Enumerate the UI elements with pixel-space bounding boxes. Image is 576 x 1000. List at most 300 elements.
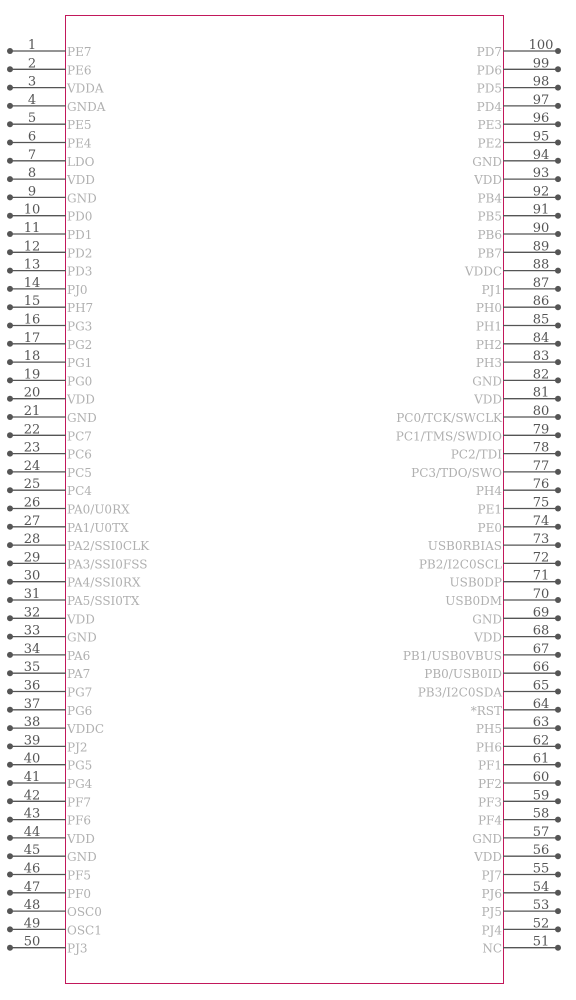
pin-number: 6	[27, 129, 37, 145]
pin-number: 45	[23, 843, 41, 859]
pin-number: 24	[23, 458, 41, 474]
pin-14	[7, 276, 88, 297]
pin-end-dot	[7, 85, 13, 91]
pin-end-dot	[555, 140, 561, 146]
pin-number: 63	[532, 715, 550, 731]
pin-number: 75	[532, 495, 550, 511]
pin-end-dot	[555, 432, 561, 438]
pin-end-dot	[555, 48, 561, 54]
pin-end-dot	[555, 908, 561, 914]
pin-name: PJ3	[67, 941, 88, 956]
pin-25	[7, 477, 92, 498]
pin-end-dot	[555, 506, 561, 512]
pin-name: PC1/TMS/SWDIO	[395, 429, 502, 444]
pin-name: PE1	[477, 502, 502, 517]
pin-number: 15	[23, 294, 41, 310]
pin-number: 20	[23, 385, 41, 401]
pin-number: 52	[532, 916, 550, 932]
pin-number: 35	[23, 660, 41, 676]
pin-name: PC0/TCK/SWCLK	[396, 411, 502, 425]
pin-name: PE4	[67, 136, 92, 151]
pin-end-dot	[7, 762, 13, 768]
pin-number: 42	[23, 788, 41, 804]
pin-name: PD4	[476, 99, 502, 114]
pin-end-dot	[555, 341, 561, 347]
pin-3	[7, 75, 104, 96]
pin-number: 38	[23, 715, 41, 731]
pin-19	[7, 367, 92, 388]
pin-number: 27	[23, 513, 41, 529]
pin-name: PE0	[477, 520, 502, 535]
pin-number: 87	[532, 275, 550, 291]
pin-end-dot	[555, 414, 561, 420]
pin-end-dot	[7, 908, 13, 914]
pin-number: 4	[27, 92, 37, 108]
pin-name: PF5	[67, 868, 92, 883]
pin-number: 78	[532, 440, 550, 456]
pin-number: 83	[532, 349, 550, 365]
pin-end-dot	[7, 377, 13, 383]
pin-end-dot	[7, 707, 13, 713]
pin-number: 77	[532, 458, 550, 474]
pin-end-dot	[7, 249, 13, 255]
pin-name: VDD	[67, 831, 95, 846]
pin-name: PD2	[67, 246, 93, 261]
pin-number: 5	[27, 111, 37, 127]
pin-name: PD6	[476, 63, 502, 78]
pin-20	[7, 386, 95, 407]
pin-end-dot	[7, 359, 13, 365]
pin-end-dot	[7, 268, 13, 274]
pin-name: GND	[472, 374, 502, 389]
pin-number: 36	[23, 678, 41, 694]
pin-name: VDD	[67, 392, 95, 407]
pin-number: 14	[23, 275, 41, 291]
pin-end-dot	[555, 597, 561, 603]
pin-number: 58	[532, 806, 550, 822]
pin-number: 33	[23, 623, 41, 639]
pin-name: USB0DM	[445, 594, 502, 608]
pin-40	[7, 752, 92, 773]
pin-number: 9	[27, 184, 37, 200]
pin-17	[7, 331, 92, 352]
pin-end-dot	[7, 66, 13, 72]
pin-37	[7, 697, 92, 718]
pin-name: USB0DP	[449, 575, 502, 590]
pin-number: 89	[532, 239, 550, 255]
pin-end-dot	[7, 451, 13, 457]
pin-end-dot	[7, 890, 13, 896]
pin-end-dot	[7, 231, 13, 237]
pin-44	[7, 825, 95, 846]
pin-end-dot	[555, 286, 561, 292]
pin-end-dot	[7, 194, 13, 200]
pin-name: PC6	[67, 447, 92, 462]
pin-name: GNDA	[67, 99, 106, 114]
pin-number: 7	[27, 147, 37, 163]
pin-number: 44	[23, 824, 41, 840]
pin-end-dot	[555, 780, 561, 786]
pin-end-dot	[555, 85, 561, 91]
pin-name: VDD	[474, 630, 502, 645]
pin-end-dot	[7, 487, 13, 493]
pin-15	[7, 294, 93, 315]
pin-name: GND	[67, 850, 97, 865]
pin-number: 17	[23, 330, 41, 346]
pin-number: 76	[532, 477, 550, 493]
pin-end-dot	[7, 323, 13, 329]
pin-end-dot	[7, 560, 13, 566]
pin-end-dot	[7, 743, 13, 749]
pin-number: 3	[27, 74, 37, 90]
pin-number: 73	[532, 532, 550, 548]
pin-8	[7, 166, 95, 187]
pin-21	[7, 404, 97, 425]
pin-number: 22	[23, 422, 41, 438]
pin-2	[7, 56, 91, 77]
pin-end-dot	[7, 689, 13, 695]
pin-name: PE6	[67, 63, 92, 78]
pin-name: PA0/U0RX	[67, 502, 130, 517]
pin-16	[7, 313, 92, 334]
pin-51	[482, 935, 561, 956]
pin-number: 16	[23, 312, 41, 328]
pin-number: 65	[532, 678, 550, 694]
pin-end-dot	[7, 670, 13, 676]
pin-end-dot	[555, 707, 561, 713]
pin-name: PF0	[67, 886, 92, 901]
pin-5	[7, 111, 91, 132]
pin-name: PG1	[67, 356, 93, 371]
pin-number: 49	[23, 916, 41, 932]
pin-number: 61	[532, 751, 550, 767]
pin-50	[7, 935, 88, 956]
pin-end-dot	[555, 176, 561, 182]
pin-23	[7, 441, 92, 462]
pin-end-dot	[555, 945, 561, 951]
pin-number: 48	[23, 898, 41, 914]
pin-end-dot	[555, 634, 561, 640]
pin-end-dot	[7, 176, 13, 182]
pin-number: 71	[532, 568, 550, 584]
pin-end-dot	[555, 194, 561, 200]
pin-name: PB1/USB0VBUS	[402, 648, 502, 663]
pin-end-dot	[555, 249, 561, 255]
pin-number: 88	[532, 257, 550, 273]
pin-number: 90	[532, 221, 550, 236]
pin-end-dot	[7, 213, 13, 219]
pin-number: 50	[23, 934, 41, 950]
pin-end-dot	[555, 542, 561, 548]
pin-10	[7, 203, 92, 224]
pin-number: 26	[23, 495, 41, 511]
pin-name: PB2/I2C0SCL	[418, 557, 502, 572]
pin-end-dot	[555, 652, 561, 658]
pin-name: PA4/SSI0RX	[67, 575, 141, 590]
pin-33	[7, 624, 97, 645]
pin-name: PB6	[477, 228, 502, 242]
pin-number: 70	[532, 587, 550, 602]
pin-number: 56	[532, 843, 550, 859]
pin-end-dot	[555, 853, 561, 859]
pin-end-dot	[7, 542, 13, 548]
pin-end-dot	[7, 103, 13, 109]
right-pin-column	[396, 38, 561, 956]
pin-end-dot	[7, 798, 13, 804]
pin-end-dot	[555, 524, 561, 530]
pin-name: VDDC	[464, 264, 502, 279]
pin-name: PD5	[476, 81, 502, 96]
pin-name: PC7	[67, 429, 92, 444]
pin-name: PJ5	[481, 905, 502, 920]
pin-end-dot	[555, 817, 561, 823]
pin-name: PA5/SSI0TX	[67, 594, 140, 608]
pin-name: PC3/TDO/SWO	[411, 465, 502, 480]
pin-name: PJ1	[481, 282, 502, 297]
pin-end-dot	[7, 926, 13, 932]
pin-name: PF3	[477, 795, 502, 810]
pin-end-dot	[7, 597, 13, 603]
pin-end-dot	[7, 432, 13, 438]
pin-end-dot	[555, 560, 561, 566]
pin-end-dot	[555, 268, 561, 274]
pin-name: USB0RBIAS	[427, 539, 502, 554]
pin-number: 59	[532, 788, 550, 804]
pin-end-dot	[7, 48, 13, 54]
pin-name: PA3/SSI0FSS	[67, 557, 148, 572]
pin-number: 32	[23, 605, 41, 621]
pin-end-dot	[555, 304, 561, 310]
pin-number: 28	[23, 532, 41, 548]
pin-11	[7, 221, 92, 242]
pin-name: PE2	[477, 136, 502, 151]
pin-end-dot	[555, 103, 561, 109]
left-pin-column	[7, 38, 150, 956]
pin-name: PG5	[67, 758, 93, 773]
pin-name: PJ4	[481, 923, 502, 938]
pin-end-dot	[555, 487, 561, 493]
pin-number: 80	[532, 404, 550, 419]
pin-name: PD1	[67, 228, 93, 242]
pin-name: PG2	[67, 337, 93, 352]
pin-name: PJ6	[481, 886, 502, 901]
pin-number: 53	[532, 898, 550, 914]
pin-name: PG4	[67, 777, 93, 791]
pin-end-dot	[7, 817, 13, 823]
pin-name: VDD	[474, 173, 502, 188]
pin-name: OSC1	[67, 923, 102, 938]
pin-end-dot	[555, 359, 561, 365]
pin-name: PJ2	[67, 740, 88, 755]
pin-number: 31	[23, 587, 41, 602]
pin-name: PD0	[67, 209, 93, 224]
pin-end-dot	[555, 158, 561, 164]
pin-number: 93	[532, 166, 550, 182]
pin-4	[7, 93, 106, 114]
pin-name: PB5	[477, 209, 502, 224]
pin-name: PH4	[475, 484, 502, 499]
pin-end-dot	[7, 286, 13, 292]
pin-end-dot	[555, 725, 561, 731]
pin-number: 95	[532, 129, 550, 145]
pin-end-dot	[7, 341, 13, 347]
pin-36	[7, 679, 92, 700]
pin-end-dot	[7, 634, 13, 640]
pin-name: PD7	[476, 45, 502, 59]
pin-name: PF2	[477, 777, 502, 791]
pin-name: VDD	[67, 173, 95, 188]
pin-number: 91	[532, 202, 550, 218]
pin-number: 100	[528, 38, 554, 53]
pin-number: 29	[23, 550, 41, 566]
pin-number: 12	[23, 239, 41, 255]
pin-end-dot	[7, 140, 13, 146]
pin-end-dot	[7, 396, 13, 402]
pin-end-dot	[7, 158, 13, 164]
pin-name: PF6	[67, 813, 92, 828]
pin-end-dot	[555, 451, 561, 457]
pin-18	[7, 349, 92, 370]
pin-13	[7, 258, 92, 279]
pin-number: 19	[23, 367, 41, 383]
pin-name: PH3	[475, 356, 502, 371]
pin-name: PA1/U0TX	[67, 520, 129, 535]
pin-end-dot	[7, 835, 13, 841]
pin-name: PG7	[67, 685, 93, 700]
pin-name: GND	[472, 831, 502, 846]
pin-46	[7, 862, 91, 883]
pin-number: 46	[23, 861, 41, 877]
pin-name: PE7	[67, 45, 92, 59]
pin-end-dot	[7, 414, 13, 420]
pin-end-dot	[7, 872, 13, 878]
pin-end-dot	[555, 121, 561, 127]
pin-number: 34	[23, 641, 41, 657]
pin-end-dot	[555, 743, 561, 749]
pin-1	[7, 38, 91, 59]
pin-end-dot	[555, 670, 561, 676]
pin-end-dot	[555, 890, 561, 896]
pin-number: 18	[23, 349, 41, 365]
pin-35	[7, 660, 90, 681]
pin-end-dot	[555, 66, 561, 72]
pin-number: 81	[532, 385, 550, 401]
pin-name: PJ7	[481, 868, 502, 883]
pin-end-dot	[7, 725, 13, 731]
pin-name: PH2	[475, 337, 502, 352]
pin-end-dot	[7, 853, 13, 859]
pin-name: PB4	[477, 191, 502, 206]
pin-name: PA6	[67, 648, 91, 663]
pin-12	[7, 239, 92, 260]
pin-34	[7, 642, 90, 663]
pin-end-dot	[555, 689, 561, 695]
pin-number: 69	[532, 605, 550, 621]
pin-name: PC4	[67, 484, 92, 499]
pin-end-dot	[555, 872, 561, 878]
pin-number: 74	[532, 513, 550, 529]
pin-name: PH0	[475, 301, 502, 316]
pin-name: PG6	[67, 703, 93, 718]
pin-end-dot	[7, 652, 13, 658]
pin-name: VDD	[67, 612, 95, 627]
pin-name: PH5	[475, 722, 502, 737]
pin-end-dot	[7, 469, 13, 475]
pin-name: LDO	[67, 154, 95, 169]
pin-number: 97	[532, 92, 550, 108]
pin-number: 25	[23, 477, 41, 493]
pin-name: PC2/TDI	[450, 447, 502, 462]
pin-end-dot	[555, 926, 561, 932]
pin-number: 92	[532, 184, 550, 200]
pin-32	[7, 605, 95, 626]
pin-number: 37	[23, 696, 41, 712]
pin-name: GND	[472, 612, 502, 627]
pin-name: PF1	[477, 758, 502, 773]
pin-name: GND	[67, 411, 97, 425]
pin-name: PG0	[67, 374, 93, 389]
pin-number: 94	[532, 147, 550, 163]
pin-49	[7, 916, 102, 937]
pin-number: 98	[532, 74, 550, 90]
pin-number: 66	[532, 660, 550, 676]
pin-name: NC	[482, 941, 502, 956]
pin-name: VDDC	[67, 722, 105, 737]
pin-end-dot	[7, 506, 13, 512]
pin-name: PH7	[67, 301, 94, 316]
pin-name: PE5	[67, 118, 92, 133]
pin-name: GND	[67, 191, 97, 206]
pin-number: 51	[532, 934, 550, 950]
pin-number: 85	[532, 312, 550, 328]
pin-7	[7, 148, 95, 169]
pin-number: 57	[532, 824, 550, 840]
pin-end-dot	[7, 579, 13, 585]
pin-end-dot	[7, 780, 13, 786]
pin-end-dot	[555, 231, 561, 237]
pin-number: 79	[532, 422, 550, 438]
pin-number: 64	[532, 696, 550, 712]
pin-end-dot	[555, 835, 561, 841]
pin-end-dot	[7, 524, 13, 530]
pin-22	[7, 422, 92, 443]
pin-end-dot	[555, 213, 561, 219]
pin-6	[7, 130, 92, 151]
pin-end-dot	[555, 323, 561, 329]
pin-end-dot	[7, 121, 13, 127]
pin-name: PH6	[475, 740, 502, 755]
pin-42	[7, 788, 91, 809]
pin-number: 43	[23, 806, 41, 822]
pin-end-dot	[555, 579, 561, 585]
pin-43	[7, 807, 91, 828]
pin-end-dot	[555, 615, 561, 621]
pin-name: PA2/SSI0CLK	[67, 539, 150, 554]
pin-number: 67	[532, 641, 550, 657]
pin-number: 96	[532, 111, 550, 127]
pin-name: PG3	[67, 319, 93, 334]
pin-name: PC5	[67, 465, 92, 480]
pin-end-dot	[555, 377, 561, 383]
pin-number: 99	[532, 56, 550, 72]
pin-number: 30	[23, 568, 41, 584]
pin-end-dot	[555, 762, 561, 768]
pin-number: 2	[27, 56, 37, 72]
pin-number: 21	[23, 404, 41, 419]
ic-body-outline	[66, 16, 504, 984]
pin-name: VDD	[474, 850, 502, 865]
pin-name: VDDA	[67, 81, 104, 96]
